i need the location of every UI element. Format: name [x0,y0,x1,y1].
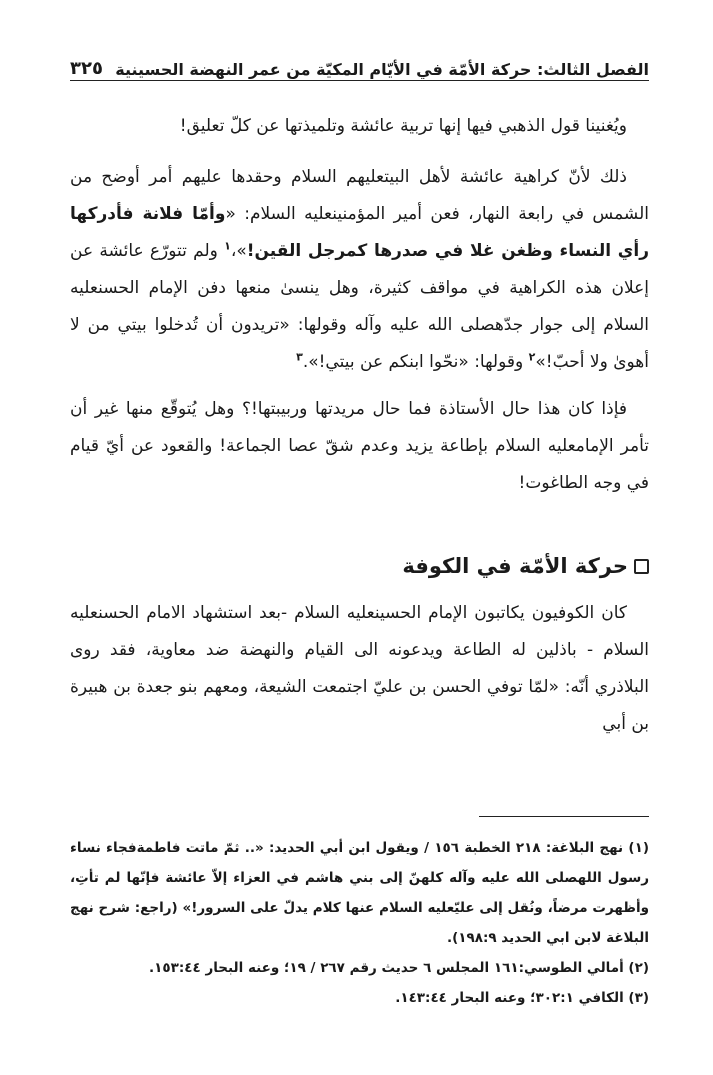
paragraph-2 [70,159,649,381]
body-text [70,108,649,753]
section-paragraph-text: كان الكوفيون يكاتبون الإمام الحسينعليه السلام -بعد استشهاد الامام الحسنعليه السلام - باذلين له الطاعة ويدعونه الى القيام والنهضة ضد معاوية، فقد روى البلاذري أنّه: «لمّا توفي الحسن بن عليّ اجتمعت الشيعة، ومعهم بنو جعدة بن هبيرة بن أبي [70,603,649,734]
running-title: الفصل الثالث: حركة الأمّة في الأيّام المكيّة من عمر النهضة الحسينية [115,60,649,79]
page-number: ٣٢٥ [70,58,103,79]
section-heading-text: حركة الأمّة في الكوفة [402,554,628,578]
section-heading [70,548,649,585]
footnote-2: (٢) أمالي الطوسي:١٦١ المجلس ٦ حديث رقم ٢٦٧ / ١٩؛ وعنه البحار ١٥٣:٤٤. [149,960,649,976]
paragraph-1-text: ويُغنينا قول الذهبي فيها إنها تربية عائشة وتلميذتها عن كلّ تعليق! [179,116,627,136]
footnote-1: (١) نهج البلاغة: ٢١٨ الخطبة ١٥٦ / ويقول ابن أبي الحديد: «.. ثمّ ماتت فاطمةفجاء نساء رسول اللهصلى الله عليه وآله كلهنّ إلى بني هاشم في العزاء إلاّ عائشة فإنّها لم تأتِ، وأظهرت مرضاً، ونُقل إلى عليّعليه السلام عنها كلام يدلّ على السرور!» (راجع: شرح نهج البلاغة لابن ابي الحديد ١٩٨:٩). [70,840,649,946]
footnote-ref-1: ١ [224,239,231,253]
footnote-rule [479,816,649,817]
page-header [70,40,649,84]
footnotes [70,833,649,1013]
paragraph-3-text: فإذا كان هذا حال الأستاذة فما حال مريدتها وربيبتها!؟ وهل يُتوقّع منها غير أن تأمر الإمامعليه السلام بإطاعة يزيد وعدم شقّ عصا الجماعة! والقعود عن أيّ قيام في وجه الطاغوت! [70,399,649,493]
paragraph-2-rest2: وقولها: «نحّوا ابنكم عن بيتي!». [302,352,529,372]
paragraph-2-rest: ولم تتورّع عائشة عن إعلان هذه الكراهية في مواقف كثيرة، وهل ينسىٰ منعها دفن الإمام الحسنعليه السلام إلى جوار جدّهصلى الله عليه وآله وقولها: «تريدون أن تُدخلوا بيتي من لا أهوىٰ ولا أحبّ!» [70,241,649,372]
section-paragraph [70,595,649,743]
paragraph-1 [70,108,649,145]
quotation-bold: وأمّا فلانة فأدركها رأي النساء وظغن غلا في صدرها كمرجل القين! [70,204,650,261]
footnote-3: (٣) الكافي ٣٠٢:١؛ وعنه البحار ١٤٣:٤٤. [395,990,649,1006]
paragraph-2-text: ذلك لأنّ كراهية عائشة لأهل البيتعليهم السلام وحقدها عليهم أمر أوضح من الشمس في رابعة النهار، فعن أمير المؤمنينعليه السلام: « [70,167,649,224]
quotation-close: »، [230,241,247,261]
paragraph-3 [70,391,649,502]
footnote-ref-3: ٣ [296,350,303,364]
footnote-ref-2: ٢ [528,350,536,364]
square-bullet-icon [634,559,649,574]
header-rule [70,80,649,81]
